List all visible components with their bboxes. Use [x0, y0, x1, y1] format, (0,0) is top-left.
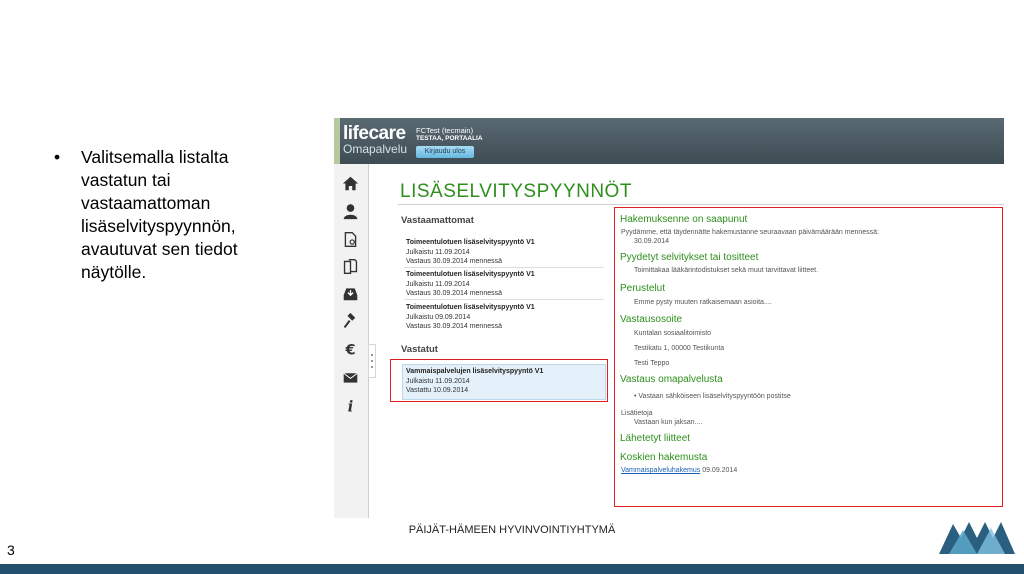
detail-heading-reasons: Perustelut [620, 283, 666, 294]
detail-label: Lisätietoja [621, 410, 653, 417]
info-icon[interactable] [339, 394, 361, 416]
list-divider [404, 267, 604, 268]
detail-text: Pyydämme, että täydennätte hakemustanne seuraavaan päivämäärään mennessä: [621, 229, 879, 236]
list-divider [404, 299, 604, 300]
bullet-point [54, 146, 294, 284]
request-title: Toimeentulotuen lisäselvityspyyntö V1 [406, 239, 535, 246]
app-logo-subtitle: Omapalvelu [343, 142, 408, 156]
request-answered: Vastattu 10.09.2014 [406, 387, 469, 394]
application-link[interactable]: Vammaispalveluhakemus [621, 467, 701, 474]
inbox-download-icon[interactable] [339, 282, 361, 304]
bullet-dot: • [54, 147, 61, 167]
list-item[interactable] [406, 238, 606, 267]
page-number: 3 [7, 542, 15, 558]
request-published: Julkaistu 11.09.2014 [406, 377, 470, 385]
detail-text: Kuntalan sosiaalitoimisto [634, 330, 712, 337]
mail-icon[interactable] [339, 366, 361, 388]
detail-heading-received: Hakemuksenne on saapunut [620, 214, 748, 225]
footer-bar [0, 564, 1024, 574]
detail-date: 30.09.2014 [634, 238, 670, 245]
logout-button[interactable]: Kirjaudu ulos [416, 146, 474, 158]
sidebar-toggle-handle[interactable] [368, 344, 376, 378]
logo-accent [334, 118, 340, 164]
footer-organization: PÄIJÄT-HÄMEEN HYVINVOINTIYHTYMÄ [408, 524, 616, 536]
user-organization: TESTAA, PORTAALIA [416, 135, 483, 142]
detail-heading-reply: Vastaus omapalvelusta [620, 374, 723, 385]
detail-heading-attachments: Lähetetyt liitteet [620, 433, 691, 444]
home-icon[interactable] [339, 172, 361, 194]
list-item[interactable] [406, 270, 606, 299]
app-header [334, 118, 1004, 164]
detail-text: Toimittakaa lääkärintodistukset sekä muut tarvittavat liitteet. [634, 267, 819, 274]
request-due: Vastaus 30.09.2014 mennessä [406, 258, 502, 265]
list-item[interactable] [406, 303, 606, 332]
request-published: Julkaistu 09.09.2014 [406, 313, 471, 321]
application-date: 09.09.2014 [702, 467, 738, 474]
detail-heading-requested: Pyydetyt selvitykset tai tositteet [620, 252, 759, 263]
detail-text: Emme pysty muuten ratkaisemaan asioita.... [634, 299, 772, 306]
unanswered-heading: Vastaamattomat [401, 215, 474, 226]
answered-heading: Vastatut [401, 344, 438, 355]
person-icon[interactable] [339, 200, 361, 222]
request-title: Vammaispalvelujen lisäselvityspyyntö V1 [406, 368, 544, 375]
gavel-icon[interactable] [339, 310, 361, 332]
request-due: Vastaus 30.09.2014 mennessä [406, 290, 502, 297]
user-name: FCTest (tecmain) [416, 126, 474, 135]
svg-text:i: i [347, 397, 353, 414]
svg-text:€: € [344, 342, 356, 358]
euro-icon[interactable] [339, 338, 361, 360]
highlight-box-selection [390, 359, 608, 402]
detail-text: • Vastaan sähköiseen lisäselvityspyyntöön postitse [634, 393, 791, 400]
documents-icon[interactable] [339, 255, 361, 277]
request-due: Vastaus 30.09.2014 mennessä [406, 323, 502, 330]
detail-heading-application: Koskien hakemusta [620, 452, 708, 463]
title-divider [398, 204, 1004, 205]
detail-heading-address: Vastausosoite [620, 314, 683, 325]
organization-logo [939, 516, 1015, 554]
request-title: Toimeentulotuen lisäselvityspyyntö V1 [406, 304, 535, 311]
detail-text: Testikatu 1, 00000 Testikunta [634, 345, 725, 352]
page-title: LISÄSELVITYSPYYNNÖT [400, 181, 632, 202]
highlight-box-details [614, 207, 1003, 507]
request-published: Julkaistu 11.09.2014 [406, 248, 470, 256]
request-title: Toimeentulotuen lisäselvityspyyntö V1 [406, 271, 535, 278]
document-search-icon[interactable] [339, 228, 361, 250]
detail-text: Vastaan kun jaksan.... [634, 419, 703, 426]
app-logo: lifecare [343, 123, 406, 144]
bullet-text: Valitsemalla listalta vastatun tai vastaamattoman lisäselvityspyynnön, avautuvat sen tiedot näytölle. [81, 147, 238, 282]
detail-text: Testi Teppo [634, 360, 670, 367]
request-published: Julkaistu 11.09.2014 [406, 280, 470, 288]
sidebar [334, 164, 369, 518]
app-screenshot [334, 118, 1004, 518]
